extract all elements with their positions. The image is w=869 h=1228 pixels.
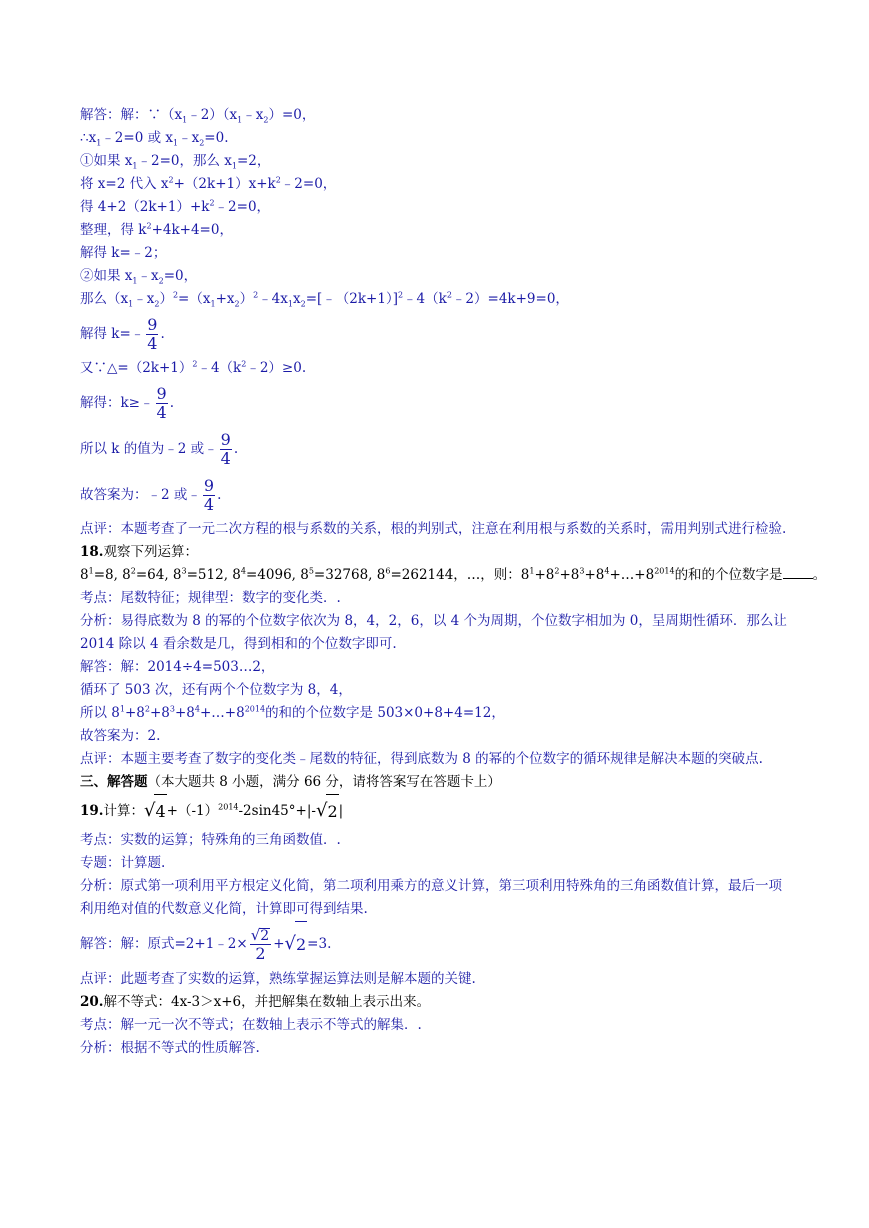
solution-line-8: ②如果 $x_1﹣x_2=0$，	[80, 268, 198, 286]
comment-q17: 点评：本题考查了一元二次方程的根与系数的关系，根的判别式，注意在利用根与系数的关系时，需用判别式进行检验.	[80, 521, 787, 537]
sqrt-2: √ 2	[285, 921, 308, 968]
solution-line-12: 解得：k≥﹣ $\frac{9}{4}$ .	[80, 384, 174, 422]
sqrt-4: √ 4	[144, 794, 167, 829]
solution-line-9: 那么$(x_1﹣x_2)^2=(x_1+x_2)^2﹣4x_1x_2=[﹣(2k+1)]^2﹣4(k^2﹣2)=4k+9=0$，	[80, 290, 569, 309]
question-18: 18.观察下列运算：	[80, 544, 198, 560]
solution-line-10: 解得 k=﹣ $\frac{9}{4}$ .	[80, 315, 165, 353]
q19-zhuanti: 专题：计算题.	[80, 855, 166, 871]
q18-jieda-2: 循环了 503 次，还有两个个位数字为 8，4，	[80, 682, 352, 698]
sqrt-2: √ 2	[316, 794, 339, 829]
solution-line-6: 整理，得 $k^2+4k+4=0$，	[80, 221, 233, 238]
answer-document	[80, 104, 827, 1060]
solution-line-11: 又$\because\triangle=(2k+1)^2﹣4(k^2﹣2)\ge 0$.	[80, 359, 307, 376]
q18-jieda-3: 所以 $8^1+8^2+8^3+8^4+\dots+8^{2014}$的和的个位数字是 503×0+8+4=12，	[80, 704, 505, 721]
fraction-nine-fourths: $\frac{9}{4}$	[156, 384, 167, 422]
solution-line-1: 解答：解：$\because(x_1﹣2)(x_1﹣x_2)=0$，	[80, 107, 316, 125]
q19-jieda: 解答：解：原式=2+1﹣2× √ 2 2 + √ 2 =3.	[80, 921, 790, 968]
solution-line-2: $\therefore x_1﹣2=0$ 或 $x_1﹣x_2=0$.	[80, 130, 229, 148]
q18-kaodian: 考点：尾数特征；规律型：数字的变化类．.	[80, 590, 341, 606]
solution-line-13: 所以 k 的值为﹣2 或﹣ $\frac{9}{4}$ .	[80, 430, 239, 468]
fraction-nine-fourths: $\frac{9}{4}$	[203, 476, 215, 514]
solution-line-3: ①如果 $x_1﹣2=0$，那么 $x_1=2$，	[80, 153, 271, 171]
q18-fenxi: 分析：易得底数为 8 的幂的个位数字依次为 8，4，2，6，以 4 个为周期，个位数字相加为 0，呈周期性循环．那么让 2014 除以 4 看余数是几，得到相和的个位数字即可.	[80, 613, 787, 652]
q19-dianping: 点评：此题考查了实数的运算，熟练掌握运算法则是解本题的关键.	[80, 971, 476, 987]
solution-line-7: 解得 k=﹣2；	[80, 245, 167, 261]
solution-line-5: 得 $4+2(2k+1)+k^2﹣2=0$，	[80, 198, 271, 215]
fraction-root2-over-2: √ 2 2	[250, 926, 270, 963]
section-3-heading: 三、解答题（本大题共 8 小题，满分 66 分，请将答案写在答题卡上）	[80, 774, 501, 790]
question-20: 20.解不等式：4x-3＞x+6，并把解集在数轴上表示出来。	[80, 994, 431, 1010]
q18-jieda-1: 解答：解：2014÷4=503…2，	[80, 659, 275, 675]
fraction-nine-fourths: $\frac{9}{4}$	[220, 430, 231, 468]
q20-kaodian: 考点：解一元一次不等式；在数轴上表示不等式的解集．.	[80, 1017, 422, 1033]
q18-dianping: 点评：本题主要考查了数字的变化类﹣尾数的特征，得到底数为 8 的幂的个位数字的循环规律是解决本题的突破点.	[80, 751, 763, 767]
q19-fenxi: 分析：原式第一项利用平方根定义化简，第二项利用乘方的意义计算，第三项利用特殊角的三角函数值计算，最后一项利用绝对值的代数意义化简，计算即可得到结果.	[80, 878, 782, 917]
solution-line-14: 故答案为：﹣2 或﹣ $\frac{9}{4}$ .	[80, 476, 222, 514]
question-19: 19.计算： √ 4 $+(-1)^{2014}-2\sin 45^\circ+|-$ √ 2 |	[80, 794, 790, 829]
q19-kaodian: 考点：实数的运算；特殊角的三角函数值．.	[80, 832, 341, 848]
answer-blank	[783, 566, 813, 579]
q18-jieda-4: 故答案为：2.	[80, 728, 161, 744]
fraction-nine-fourths: $\frac{9}{4}$	[147, 315, 158, 353]
solution-line-4: 将 x=2 代入 $x^2+(2k+1)x+k^2﹣2=0$，	[80, 175, 337, 192]
question-18-body: $8^1=8$, $8^2=64$, $8^3=512$, $8^4=4096$, $8^5=32768$, $8^6=262144$，…，则：$8^1+8^2+8^3+8^4+\dots+8^{2014}$的和的个位数字是 。	[80, 566, 827, 583]
q20-fenxi: 分析：根据不等式的性质解答.	[80, 1040, 260, 1056]
